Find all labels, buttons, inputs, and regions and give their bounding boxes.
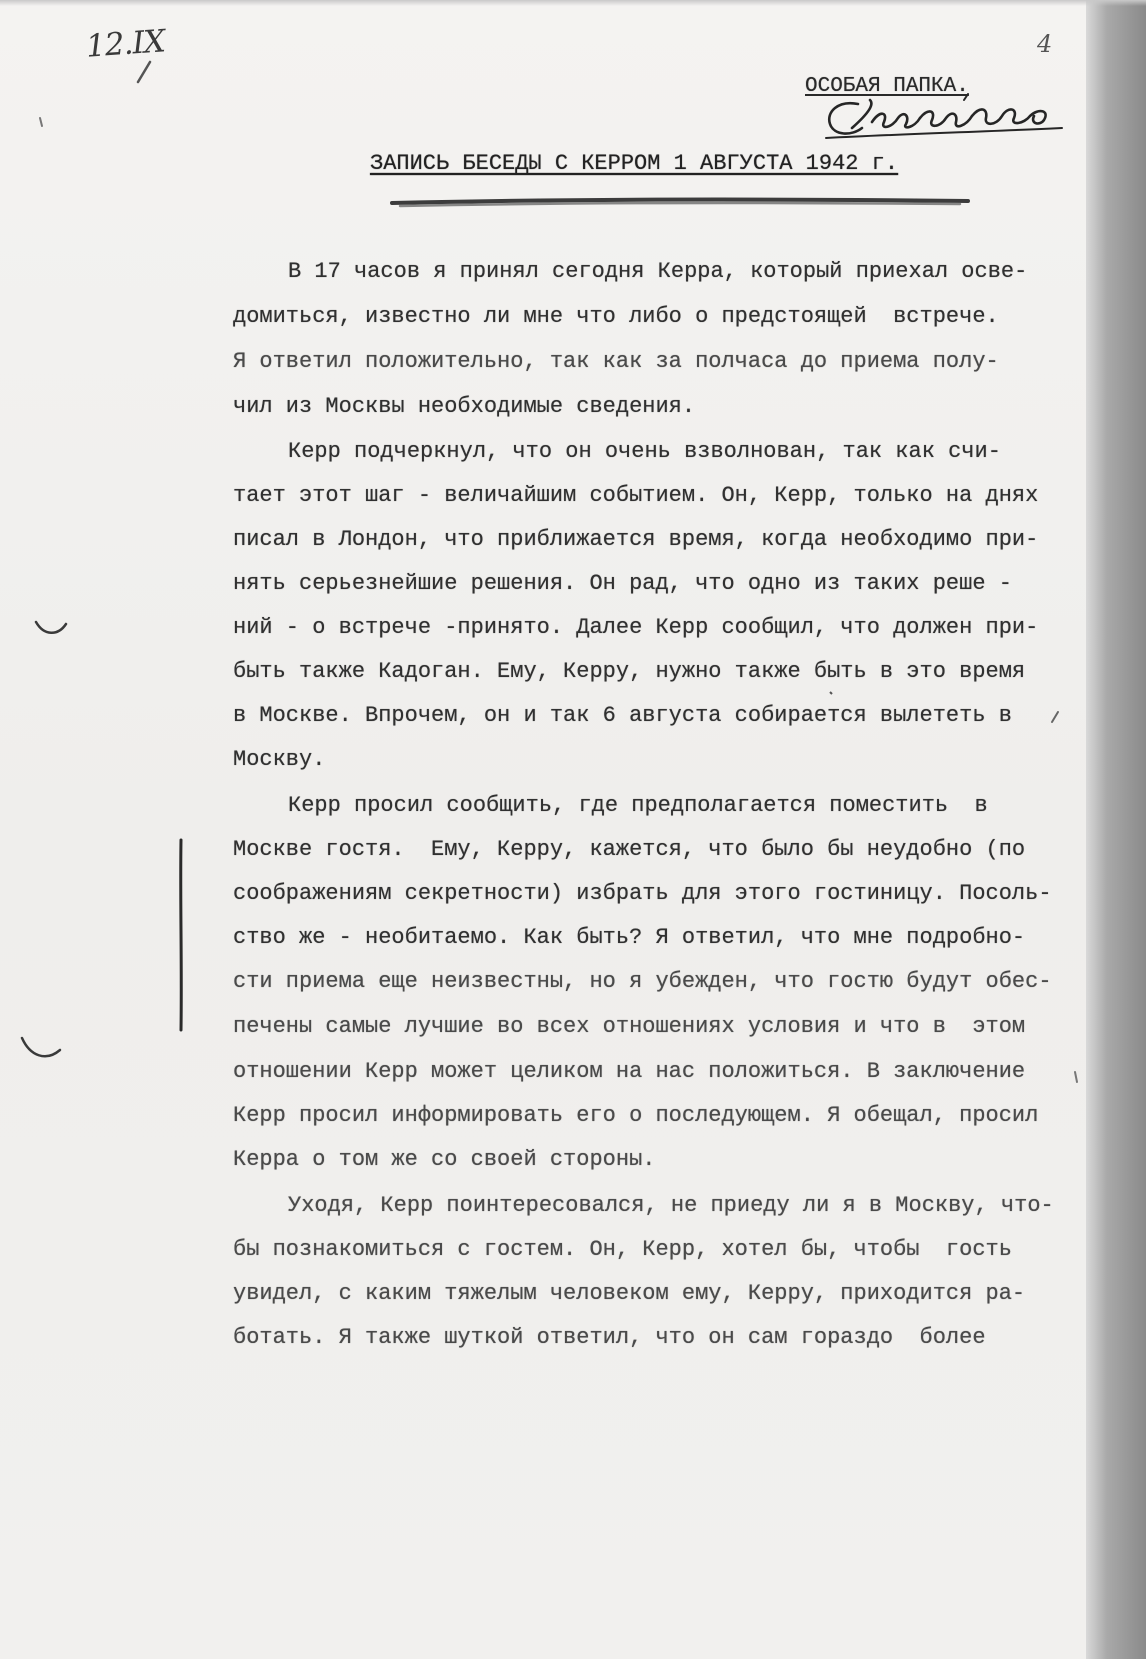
classification-header: ОСОБАЯ ПАПКА. [805, 75, 969, 98]
body-line: увидел, с каким тяжелым человеком ему, Керру, приходится ра- [233, 1281, 1026, 1306]
body-line: Керра о том же со своей стороны. [233, 1147, 656, 1172]
body-line: ботать. Я также шуткой ответил, что он сам гораздо более [233, 1325, 986, 1350]
body-line: бы познакомиться с гостем. Он, Керр, хотел бы, чтобы гость [233, 1237, 1012, 1262]
margin-curve-mark [22, 1038, 60, 1056]
stray-tick-mark [1052, 712, 1058, 722]
stray-tick-mark [1075, 1072, 1077, 1082]
body-line: Москву. [233, 747, 326, 772]
body-line: домиться, известно ли мне что либо о предстоящей встрече. [233, 304, 999, 329]
margin-vertical-line [181, 840, 182, 1030]
body-line: писал в Лондон, что приближается время, когда необходимо при- [233, 527, 1039, 552]
body-line: Керр просил сообщить, где предполагается поместить в [288, 793, 988, 818]
body-line: Я ответил положительно, так как за полчаса до приема полу- [233, 349, 999, 374]
body-line: Керр просил информировать его о последующем. Я обещал, просил [233, 1103, 1039, 1128]
body-line: быть также Кадоган. Ему, Керру, нужно также быть в это время [233, 659, 1026, 684]
stray-dot-mark [830, 692, 832, 694]
handwritten-page-number: 4 [1037, 30, 1053, 58]
body-line: в Москве. Впрочем, он и так 6 августа собирается вылететь в [233, 703, 1012, 728]
body-line: Керр подчеркнул, что он очень взволнован, так как счи- [288, 439, 1001, 464]
body-line: отношении Керр может целиком на нас положиться. В заключение [233, 1059, 1026, 1084]
document-title: ЗАПИСЬ БЕСЕДЫ С КЕРРОМ 1 АВГУСТА 1942 г. [370, 151, 899, 176]
body-line: соображениям секретности) избрать для этого гостиницу. Посоль- [233, 881, 1052, 906]
body-line: ний - о встрече -принято. Далее Керр сообщил, что должен при- [233, 615, 1039, 640]
handwritten-signature [826, 94, 1062, 138]
scan-top-shadow [0, 0, 1146, 6]
body-line: Москве гостя. Ему, Керру, кажется, что было бы неудобно (по [233, 837, 1026, 862]
margin-curve-mark [36, 622, 66, 633]
margin-tick-mark [40, 118, 42, 126]
scan-edge-shadow [1086, 0, 1146, 1659]
body-line: В 17 часов я принял сегодня Керра, который приехал осве- [288, 259, 1028, 284]
body-line: Уходя, Керр поинтересовался, не приеду ли я в Москву, что- [288, 1193, 1054, 1218]
body-line: чил из Москвы необходимые сведения. [233, 394, 696, 419]
body-line: нять серьезнейшие решения. Он рад, что одно из таких реше - [233, 571, 1012, 596]
body-line: печены самые лучшие во всех отношениях условия и что в этом [233, 1014, 1026, 1039]
title-underline-stroke [392, 200, 968, 206]
body-line: сти приема еще неизвестны, но я убежден, что гостю будут обес- [233, 969, 1052, 994]
body-line: ство же - необитаемо. Как быть? Я ответил, что мне подробно- [233, 925, 1026, 950]
date-slash-mark [138, 62, 150, 82]
body-line: тает этот шаг - величайшим событием. Он, Керр, только на днях [233, 483, 1039, 508]
handwritten-date-mark: 12.IX [84, 23, 166, 65]
